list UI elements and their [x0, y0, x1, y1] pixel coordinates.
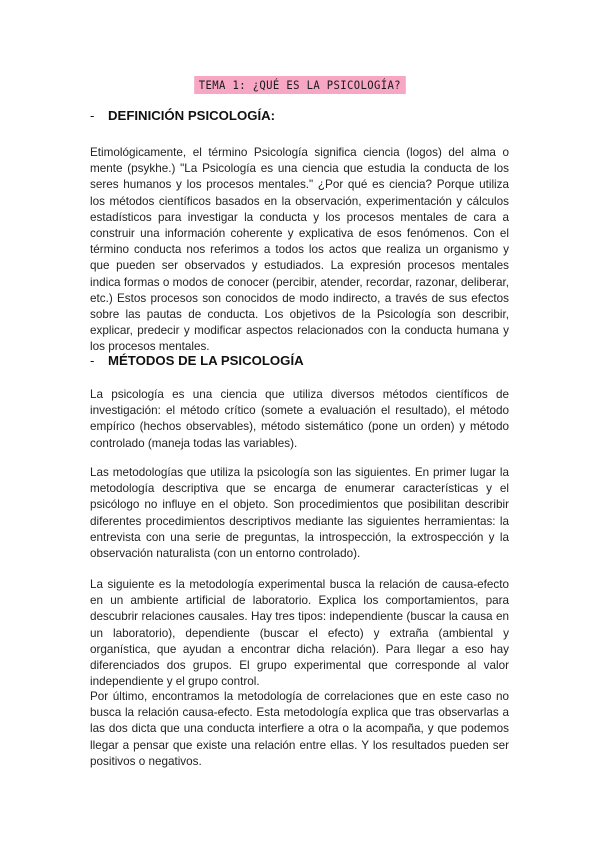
paragraph-definicion: Etimológicamente, el término Psicología significa ciencia (logos) del alma o mente (psykhe.) "La Psicología es una ciencia que estudia la conducta de los seres humanos y los procesos mentales." ¿Por qué es ciencia? Porque utiliza los métodos científicos basados en la observación, experimentación y cálculos estadísticos para investigar la conducta y los procesos mentales de cara a construir una información coherente y explicativa de esos fenómenos. Con el término conducta nos referimos a todos los actos que realiza un organismo y que pueden ser observados y estudiados. La expresión procesos mentales indica formas o modos de conocer (percibir, atender, recordar, razonar, deliberar, etc.) Estos procesos son conocidos de modo indirecto, a través de sus efectos sobre las pautas de conducta. Los objetivos de la Psicología son describir, explicar, predecir y modificar aspectos relacionados con la conducta humana y los procesos mentales. — [90, 146, 509, 354]
section-heading-text: DEFINICIÓN PSICOLOGÍA: — [108, 108, 276, 123]
title-container — [0, 76, 600, 94]
bullet-dash: - — [90, 108, 95, 123]
paragraph-metodologia-correlaciones: Por último, encontramos la metodología de correlaciones que en este caso no busca la relación causa-efecto. Esta metodología explica que tras observarlas a las dos dicta que una conducta interfiere a otra o la acompaña, y que podemos llegar a pensar que existe una relación entre ellas. Y los resultados pueden ser positivos o negativos. — [90, 690, 509, 768]
page-title: TEMA 1: ¿QUÉ ES LA PSICOLOGÍA? — [194, 76, 405, 94]
section-heading-metodos — [90, 353, 304, 369]
section-heading-definicion — [90, 108, 275, 124]
paragraph-metodologia-descriptiva: Las metodologías que utiliza la psicología son las siguientes. En primer lugar la metodología descriptiva que se encarga de enumerar características y el psicólogo no influye en el objeto. Son procedimientos que posibilitan describir diferentes procedimientos descriptivos mediante las siguientes herramientas: la entrevista con una serie de preguntas, la introspección, la extrospección y la observación naturalista (con un entorno controlado). — [90, 466, 509, 561]
bullet-dash: - — [90, 353, 95, 368]
section-heading-text: MÉTODOS DE LA PSICOLOGÍA — [108, 353, 304, 368]
paragraph-metodos-intro: La psicología es una ciencia que utiliza diversos métodos científicos de investigación: el método crítico (somete a evaluación el resultado), el método empírico (hechos observables), método sistemático (pone un orden) y método controlado (maneja todas las variables). — [90, 388, 509, 450]
paragraph-metodologia-experimental: La siguiente es la metodología experimental busca la relación de causa-efecto en un ambiente artificial de laboratorio. Explica los comportamientos, para descubrir relaciones causales. Hay tres tipos: independiente (buscar la causa en un laboratorio), dependiente (buscar el efecto) y extraña (ambiental y organística, que ayudan a encontrar dicha relación). Para llegar a eso hay diferenciados dos grupos. El grupo experimental que corresponde al valor independiente y el grupo control. — [90, 578, 509, 689]
